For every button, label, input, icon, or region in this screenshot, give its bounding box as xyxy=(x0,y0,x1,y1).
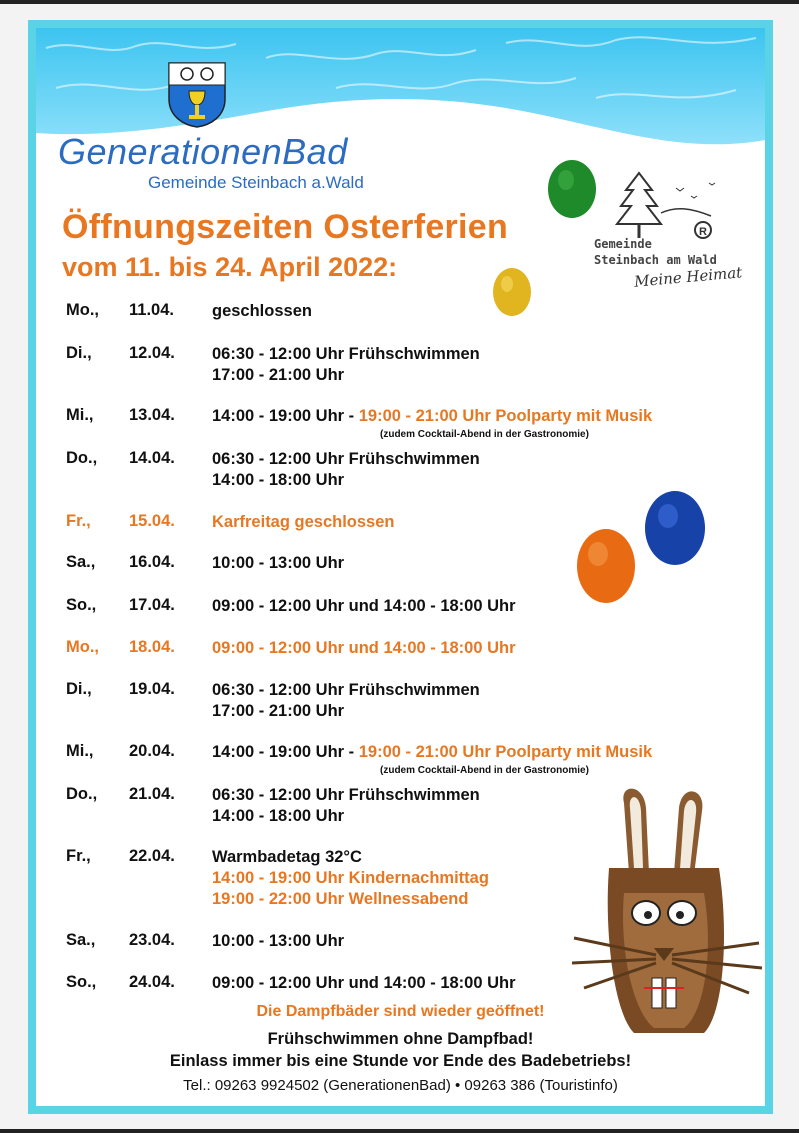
row-day: Mo., xyxy=(66,638,99,656)
row-date: 23.04. xyxy=(129,931,175,949)
row-day: Di., xyxy=(66,344,92,362)
row-day: Sa., xyxy=(66,553,96,571)
row-hours xyxy=(212,742,652,763)
brand-subtitle: Gemeinde Steinbach a.Wald xyxy=(148,173,364,192)
wellness-hours: 19:00 - 22:00 Uhr Wellnessabend xyxy=(212,890,469,908)
contact-phone-line: Tel.: 09263 9924502 (GenerationenBad) • 09263 386 (Touristinfo) xyxy=(183,1077,618,1094)
poster xyxy=(36,28,765,1106)
row-date: 17.04. xyxy=(129,596,175,614)
row-date: 18.04. xyxy=(129,638,175,656)
hours-line: 06:30 - 12:00 Uhr Frühschwimmen xyxy=(212,681,480,699)
row-hours xyxy=(212,449,480,491)
hours-line: 14:00 - 19:00 Uhr - xyxy=(212,407,355,425)
poolparty-hours: 19:00 - 21:00 Uhr Poolparty mit Musik xyxy=(358,743,653,761)
top-border xyxy=(0,0,799,4)
partner-motto: Meine Heimat xyxy=(633,263,743,291)
yellow-easter-egg-icon xyxy=(491,266,533,318)
orange-easter-egg-icon xyxy=(574,526,638,606)
row-date: 11.04. xyxy=(129,301,174,319)
row-date: 22.04. xyxy=(129,847,175,865)
hours-line: 17:00 - 21:00 Uhr xyxy=(212,702,345,720)
hours-line: Warmbadetag 32°C xyxy=(212,848,362,866)
page-title: Öffnungszeiten Osterferien xyxy=(62,208,509,246)
poolparty-hours: 19:00 - 21:00 Uhr Poolparty mit Musik xyxy=(358,407,653,425)
row-day: Mo., xyxy=(66,301,99,319)
row-day: Do., xyxy=(66,785,98,803)
cocktail-note: (zudem Cocktail-Abend in der Gastronomie) xyxy=(380,429,589,440)
row-hours: 09:00 - 12:00 Uhr und 14:00 - 18:00 Uhr xyxy=(212,974,516,992)
row-date: 15.04. xyxy=(129,512,175,530)
row-date: 13.04. xyxy=(129,406,175,424)
footer-line-1: Frühschwimmen ohne Dampfbad! xyxy=(267,1030,534,1048)
row-day: Fr., xyxy=(66,847,91,865)
hours-line: 06:30 - 12:00 Uhr Frühschwimmen xyxy=(212,450,480,468)
row-hours: 09:00 - 12:00 Uhr und 14:00 - 18:00 Uhr xyxy=(212,597,516,615)
row-hours: 09:00 - 12:00 Uhr und 14:00 - 18:00 Uhr xyxy=(212,639,516,657)
row-day: Mi., xyxy=(66,742,94,760)
row-date: 12.04. xyxy=(129,344,175,362)
row-hours xyxy=(212,344,480,386)
row-hours: Karfreitag geschlossen xyxy=(212,513,395,531)
row-hours xyxy=(212,406,652,427)
partner-line1: Gemeinde xyxy=(594,237,652,251)
partner-logo-text xyxy=(594,236,717,268)
page-subtitle: vom 11. bis 24. April 2022: xyxy=(62,252,398,282)
row-day: Mi., xyxy=(66,406,94,424)
steam-bath-notice: Die Dampfbäder sind wieder geöffnet! xyxy=(256,1003,545,1020)
row-hours xyxy=(212,785,480,827)
row-hours: 10:00 - 13:00 Uhr xyxy=(212,554,345,572)
row-hours: geschlossen xyxy=(212,302,312,320)
brand-name: GenerationenBad xyxy=(58,131,348,172)
row-date: 24.04. xyxy=(129,973,175,991)
svg-text:R: R xyxy=(699,226,707,238)
row-day: So., xyxy=(66,596,97,614)
blue-easter-egg-icon xyxy=(642,488,708,568)
hours-line: 14:00 - 19:00 Uhr - xyxy=(212,743,355,761)
row-day: Fr., xyxy=(66,512,91,530)
partner-line2: Steinbach am Wald xyxy=(594,253,717,267)
row-day: Do., xyxy=(66,449,98,467)
row-date: 20.04. xyxy=(129,742,175,760)
row-hours: 10:00 - 13:00 Uhr xyxy=(212,932,345,950)
row-hours xyxy=(212,847,489,910)
hours-line: 14:00 - 18:00 Uhr xyxy=(212,807,345,825)
row-day: So., xyxy=(66,973,97,991)
bottom-border xyxy=(0,1129,799,1133)
kids-hours: 14:00 - 19:00 Uhr Kindernachmittag xyxy=(212,869,489,887)
row-day: Sa., xyxy=(66,931,96,949)
municipal-crest-icon xyxy=(167,61,227,129)
hours-line: 14:00 - 18:00 Uhr xyxy=(212,471,345,489)
green-easter-egg-icon xyxy=(546,158,598,220)
row-date: 21.04. xyxy=(129,785,175,803)
row-date: 19.04. xyxy=(129,680,175,698)
row-date: 14.04. xyxy=(129,449,175,467)
row-date: 16.04. xyxy=(129,553,175,571)
footer-line-2: Einlass immer bis eine Stunde vor Ende des Badebetriebs! xyxy=(169,1052,632,1070)
cocktail-note: (zudem Cocktail-Abend in der Gastronomie) xyxy=(380,765,589,776)
hours-line: 17:00 - 21:00 Uhr xyxy=(212,366,345,384)
row-hours xyxy=(212,680,480,722)
hours-line: 06:30 - 12:00 Uhr Frühschwimmen xyxy=(212,786,480,804)
hours-line: 06:30 - 12:00 Uhr Frühschwimmen xyxy=(212,345,480,363)
row-day: Di., xyxy=(66,680,92,698)
